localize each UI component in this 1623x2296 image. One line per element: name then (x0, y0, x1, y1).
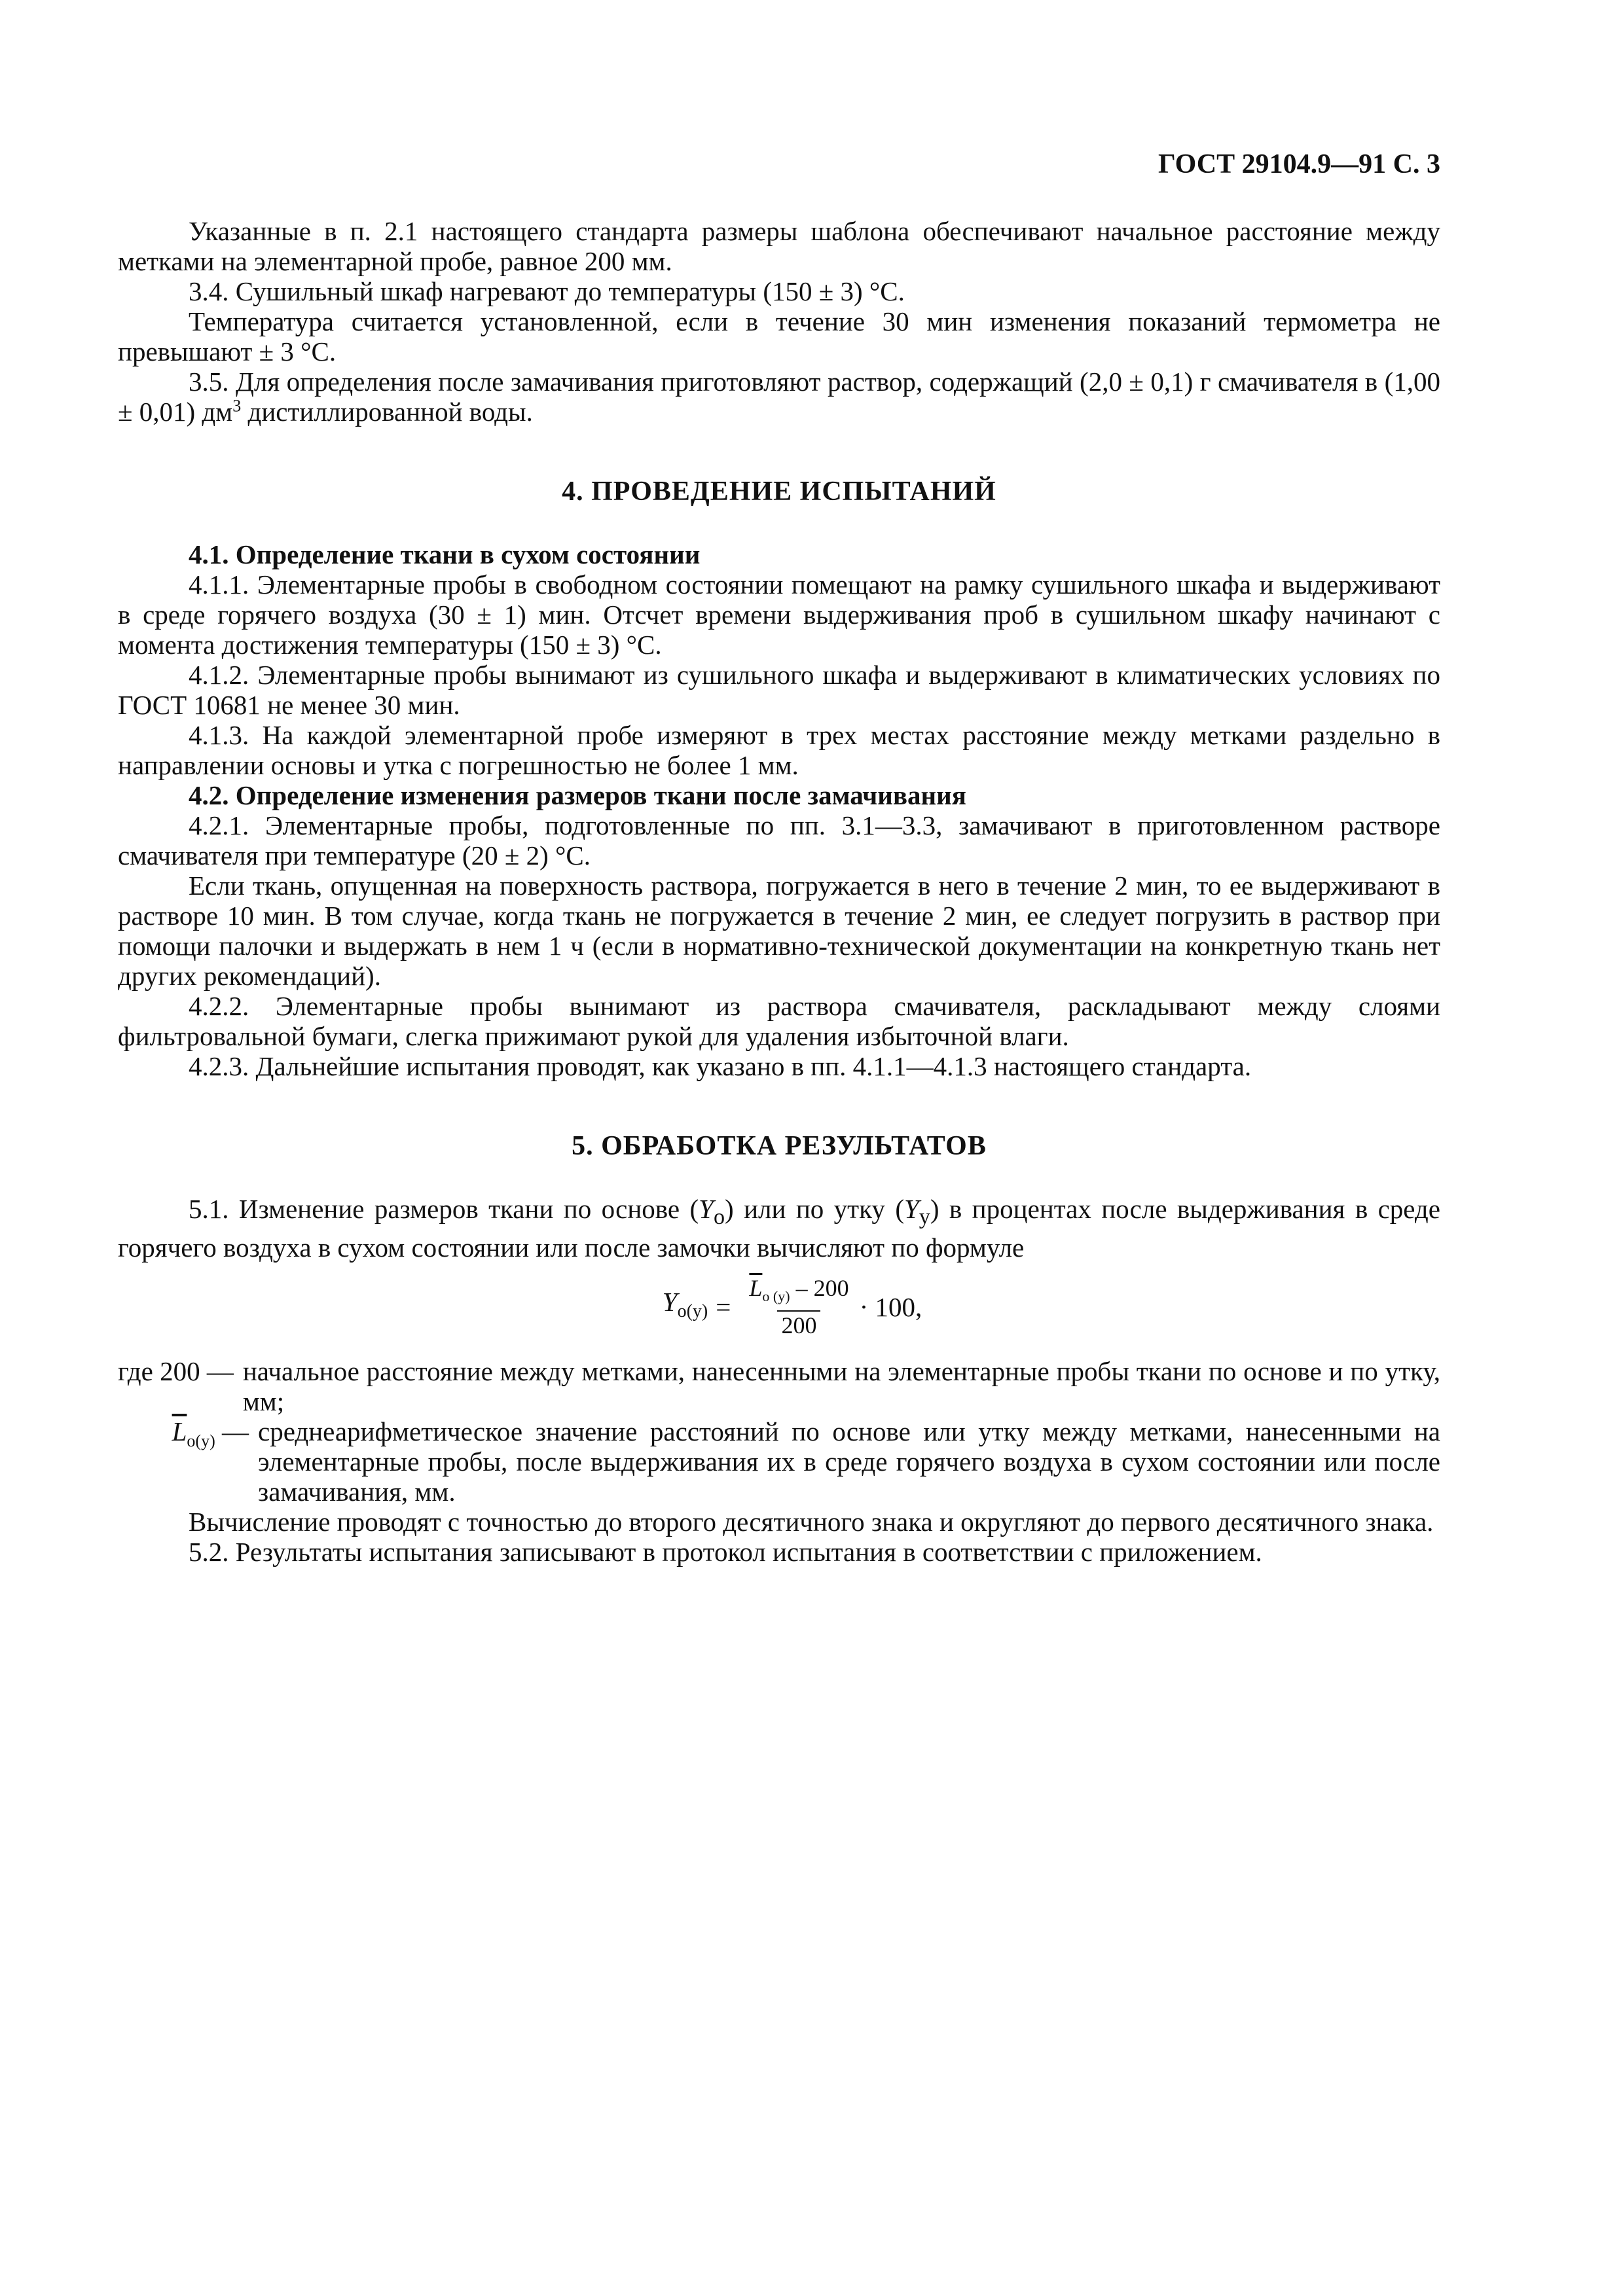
paragraph-immersion: Если ткань, опущенная на поверхность раствора, погружается в него в течение 2 мин, то ее выдерживают в растворе 10 мин. В том случае, когда ткань не погружается в течение 2 мин, ее следует погрузить в раствор при помощи палочки и выдержать в нем 1 ч (если в нормативно-технической документации на конкретную ткань нет других рекомендаций). (118, 870, 1440, 991)
paragraph-4-2-3: 4.2.3. Дальнейшие испытания проводят, как указано в пп. 4.1.1—4.1.3 настоящего стандарта. (189, 1051, 1252, 1081)
document-page (118, 149, 1440, 1567)
paragraph-3-5-tail: дистиллированной воды. (241, 397, 533, 427)
where-term-l (118, 1416, 249, 1456)
formula-lhs-sub: о(у) (677, 1301, 708, 1322)
formula-denominator: 200 (777, 1310, 820, 1339)
paragraph-5-2: 5.2. Результаты испытания записывают в протокол испытания в соответствии с приложением. (189, 1537, 1262, 1568)
p51-sub-1: о (713, 1205, 725, 1230)
superscript-3: 3 (232, 396, 242, 416)
paragraph-4-1-1: 4.1.1. Элементарные пробы в свободном состоянии помещают на рамку сушильного шкафа и выдерживают в среде горячего воздуха (30 ± 1) мин. Отсчет времени выдерживания проб в сушильном шкафу начинают с момента достижения температуры (150 ± 3) °С. (118, 569, 1440, 660)
subsection-4-2-heading: 4.2. Определение изменения размеров ткани после замачивания (189, 780, 966, 810)
formula-num-rest: – 200 (790, 1275, 849, 1302)
where-clause-2 (118, 1416, 1440, 1507)
formula-num-var: $\overline{L}$ (749, 1275, 763, 1302)
formula-lhs-var: Y (662, 1287, 678, 1318)
formula-fraction (745, 1274, 852, 1339)
where-desc-200: начальное расстояние между метками, нанесенными на элементарные пробы ткани по основе и по утку, мм; (242, 1356, 1440, 1417)
page-header: ГОСТ 29104.9—91 С. 3 (1158, 149, 1440, 179)
paragraph-4-1-3: 4.1.3. На каждой элементарной пробе измеряют в трех местах расстояние между метками раздельно в направлении основы и утка с погрешностью не более 1 мм. (118, 720, 1440, 780)
formula (144, 1274, 1440, 1339)
section-4-title: 4. ПРОВЕДЕНИЕ ИСПЫТАНИЙ (562, 476, 996, 507)
p51-text-c: ) в процентах после выдерживания в среде горячего воздуха в сухом состоянии или после замочки вычисляют по формуле (118, 1194, 1440, 1263)
paragraph-intro-1: Указанные в п. 2.1 настоящего стандарта размеры шаблона обеспечивают начальное расстояние между метками на элементарной пробе, равное 200 мм. (118, 216, 1440, 276)
paragraph-4-1-2: 4.1.2. Элементарные пробы вынимают из сушильного шкафа и выдерживают в климатических условиях по ГОСТ 10681 не менее 30 мин. (118, 660, 1440, 720)
paragraph-5-1 (118, 1194, 1440, 1263)
formula-lhs (663, 1287, 708, 1327)
where-l-sub: о(у) (187, 1431, 215, 1451)
paragraph-4-2-2: 4.2.2. Элементарные пробы вынимают из раствора смачивателя, раскладывают между слоями фильтровальной бумаги, слегка прижимают рукой для удаления избыточной влаги. (118, 991, 1440, 1051)
where-desc-l: среднеарифметическое значение расстояний по основе или утку между метками, нанесенными на элементарные пробы, после выдерживания их в среде горячего воздуха в сухом состоянии или после замачивания, мм. (258, 1416, 1440, 1507)
formula-numerator (745, 1274, 852, 1310)
paragraph-3-5-text: 3.5. Для определения после замачивания приготовляют раствор, содержащий (2,0 ± 0,1) г смачивателя в (1,00 ± 0,01) дм (118, 367, 1440, 427)
where-l-var: $\overline{L}$ (172, 1416, 187, 1447)
formula-tail: · 100, (859, 1291, 922, 1322)
where-term-200: где 200 — (118, 1356, 234, 1387)
where-clause-1 (118, 1356, 1440, 1416)
p51-sub-2: у (919, 1205, 930, 1230)
paragraph-3-4: 3.4. Сушильный шкаф нагревают до температуры (150 ± 3) °С. (189, 276, 905, 306)
paragraph-4-2-1: 4.2.1. Элементарные пробы, подготовленные по пп. 3.1—3.3, замачивают в приготовленном растворе смачивателя при температуре (20 ± 2) °С. (118, 810, 1440, 870)
p51-var-y1: Y (699, 1194, 714, 1224)
subsection-4-1-heading: 4.1. Определение ткани в сухом состоянии (189, 539, 701, 569)
paragraph-temperature: Температура считается установленной, если в течение 30 мин изменения показаний термометра не превышают ± 3 °С. (118, 306, 1440, 367)
section-5-title: 5. ОБРАБОТКА РЕЗУЛЬТАТОВ (572, 1131, 987, 1161)
formula-num-sub: о (у) (762, 1288, 790, 1305)
where-l-dash: — (215, 1416, 249, 1447)
p51-var-y2: Y (903, 1194, 919, 1224)
paragraph-calculation: Вычисление проводят с точностью до второго десятичного знака и округляют до первого десятичного знака. (189, 1507, 1434, 1537)
p51-text-b: ) или по утку ( (725, 1194, 904, 1224)
formula-equals: = (716, 1291, 731, 1322)
p51-text-a: 5.1. Изменение размеров ткани по основе ( (189, 1194, 699, 1224)
paragraph-3-5 (118, 367, 1440, 427)
